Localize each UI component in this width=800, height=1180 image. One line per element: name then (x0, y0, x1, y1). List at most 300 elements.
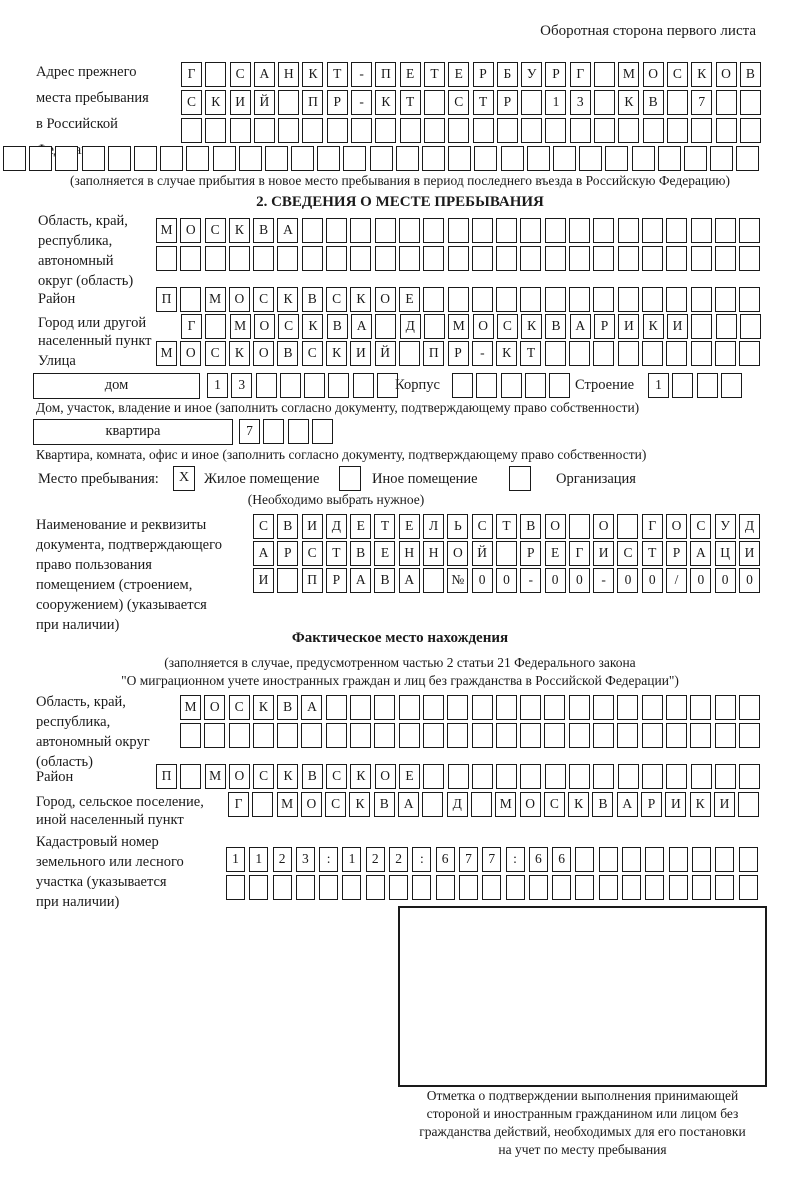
city-label-line2: населенный пункт (38, 333, 152, 349)
house-type-box: дом (33, 373, 200, 399)
char-box: К (326, 341, 347, 366)
char-box (739, 246, 760, 271)
char-box (632, 146, 655, 171)
char-box (423, 764, 444, 789)
char-box (317, 146, 340, 171)
document-label-line3: право пользования (36, 557, 152, 573)
char-box: Г (570, 62, 591, 87)
char-box (738, 792, 759, 817)
char-box: С (253, 287, 274, 312)
actual-district-label: Район (36, 769, 74, 785)
char-box (180, 246, 201, 271)
char-box: 0 (472, 568, 493, 593)
char-box: Р (641, 792, 662, 817)
char-box (375, 246, 396, 271)
prev-address-row-2 (181, 90, 761, 115)
char-box: С (302, 341, 323, 366)
char-box (350, 695, 371, 720)
actual-region-label-line3: автономный округ (36, 734, 150, 750)
section2-title: 2. СВЕДЕНИЯ О МЕСТЕ ПРЕБЫВАНИЯ (256, 194, 544, 210)
char-box (399, 218, 420, 243)
char-box (715, 287, 736, 312)
char-box (375, 118, 396, 143)
char-box (277, 568, 298, 593)
char-box (618, 218, 639, 243)
char-box: О (716, 62, 737, 87)
char-box (520, 218, 541, 243)
stay-type-label: Место пребывания: (38, 471, 159, 487)
char-box: Р (666, 541, 687, 566)
char-box: С (497, 314, 518, 339)
char-box: У (521, 62, 542, 87)
korpus-row (452, 373, 570, 398)
char-box (389, 875, 408, 900)
char-box (715, 218, 736, 243)
char-box: 0 (739, 568, 760, 593)
char-box (82, 146, 105, 171)
char-box: П (302, 90, 323, 115)
char-box: В (302, 287, 323, 312)
char-box (436, 875, 455, 900)
char-box: В (520, 514, 541, 539)
char-box (424, 314, 445, 339)
char-box (594, 90, 615, 115)
char-box: К (349, 792, 370, 817)
char-box: А (399, 568, 420, 593)
char-box (229, 723, 250, 748)
region-row-1 (156, 218, 760, 243)
char-box: О (520, 792, 541, 817)
city-label-line1: Город или другой (38, 315, 147, 331)
char-box (739, 218, 760, 243)
char-box (342, 875, 361, 900)
char-box: К (350, 764, 371, 789)
char-box: П (302, 568, 323, 593)
char-box: Л (423, 514, 444, 539)
char-box (525, 373, 546, 398)
char-box (302, 118, 323, 143)
char-box: И (714, 792, 735, 817)
char-box (605, 146, 628, 171)
korpus-label: Корпус (395, 377, 440, 393)
char-box (304, 373, 325, 398)
char-box: И (350, 341, 371, 366)
char-box (666, 287, 687, 312)
char-box (569, 695, 590, 720)
char-box (350, 218, 371, 243)
char-box: К (521, 314, 542, 339)
char-box (715, 695, 736, 720)
char-box: Н (423, 541, 444, 566)
char-box (230, 118, 251, 143)
char-box: 6 (436, 847, 455, 872)
char-box (716, 314, 737, 339)
char-box: И (230, 90, 251, 115)
cadastral-row-2 (226, 875, 758, 900)
char-box (412, 875, 431, 900)
char-box (642, 341, 663, 366)
char-box (545, 218, 566, 243)
char-box: Е (400, 62, 421, 87)
char-box (496, 287, 517, 312)
char-box: И (593, 541, 614, 566)
char-box: Е (374, 541, 395, 566)
char-box (593, 287, 614, 312)
char-box (472, 723, 493, 748)
char-box: Е (448, 62, 469, 87)
char-box: П (156, 764, 177, 789)
char-box (617, 695, 638, 720)
char-box (643, 118, 664, 143)
char-box (423, 723, 444, 748)
char-box: А (350, 568, 371, 593)
char-box (667, 90, 688, 115)
char-box (482, 875, 501, 900)
char-box: К (568, 792, 589, 817)
char-box: К (229, 218, 250, 243)
char-box (645, 875, 664, 900)
char-box: Р (326, 568, 347, 593)
char-box: В (350, 541, 371, 566)
char-box: О (593, 514, 614, 539)
char-box (55, 146, 78, 171)
char-box (658, 146, 681, 171)
char-box (29, 146, 52, 171)
prev-address-row-4 (3, 146, 759, 171)
char-box: П (423, 341, 444, 366)
char-box (715, 341, 736, 366)
char-box (496, 723, 517, 748)
char-box (326, 246, 347, 271)
char-box (476, 373, 497, 398)
char-box: О (204, 695, 225, 720)
char-box: 0 (642, 568, 663, 593)
cadastral-row-1 (226, 847, 758, 872)
char-box: Н (278, 62, 299, 87)
char-box (291, 146, 314, 171)
char-box (471, 792, 492, 817)
char-box (496, 218, 517, 243)
char-box: М (448, 314, 469, 339)
char-box: К (618, 90, 639, 115)
char-box (301, 723, 322, 748)
char-box (343, 146, 366, 171)
char-box (254, 118, 275, 143)
char-box (205, 118, 226, 143)
char-box (181, 118, 202, 143)
char-box (739, 723, 760, 748)
char-box (521, 90, 542, 115)
char-box (642, 723, 663, 748)
char-box: Г (181, 62, 202, 87)
char-box (226, 875, 245, 900)
char-box (692, 875, 711, 900)
char-box: С (205, 218, 226, 243)
char-box: К (302, 314, 323, 339)
char-box: М (495, 792, 516, 817)
char-box (666, 341, 687, 366)
char-box: К (375, 90, 396, 115)
char-box: С (667, 62, 688, 87)
char-box: 7 (482, 847, 501, 872)
char-box: Е (399, 287, 420, 312)
char-box: М (180, 695, 201, 720)
char-box (545, 287, 566, 312)
char-box: М (205, 764, 226, 789)
char-box: М (156, 341, 177, 366)
char-box (715, 847, 734, 872)
char-box (692, 847, 711, 872)
char-box: Е (399, 514, 420, 539)
char-box (691, 341, 712, 366)
stamp-caption-line1: Отметка о подтверждении выполнения принимающей (426, 1088, 739, 1103)
char-box: О (643, 62, 664, 87)
stamp-caption-line3: гражданства действий, необходимых для его постановки (419, 1124, 746, 1139)
char-box: Г (228, 792, 249, 817)
char-box: 1 (545, 90, 566, 115)
char-box: М (277, 792, 298, 817)
char-box: К (302, 62, 323, 87)
char-box (375, 218, 396, 243)
char-box (691, 218, 712, 243)
char-box (739, 764, 760, 789)
char-box (594, 118, 615, 143)
char-box (545, 118, 566, 143)
char-box: 0 (617, 568, 638, 593)
char-box (213, 146, 236, 171)
char-box (642, 287, 663, 312)
char-box: С (253, 764, 274, 789)
char-box (618, 764, 639, 789)
char-box (642, 695, 663, 720)
char-box (156, 246, 177, 271)
char-box: С (302, 541, 323, 566)
char-box (599, 847, 618, 872)
document-row-1 (253, 514, 760, 539)
cadastral-label-line4: при наличии) (36, 894, 120, 910)
char-box (618, 287, 639, 312)
char-box (180, 287, 201, 312)
char-box (496, 246, 517, 271)
char-box (501, 146, 524, 171)
char-box (448, 764, 469, 789)
char-box (593, 218, 614, 243)
char-box: С (326, 287, 347, 312)
char-box (691, 287, 712, 312)
prev-address-label-line3: в Российской (36, 116, 118, 132)
char-box (278, 118, 299, 143)
char-box: М (205, 287, 226, 312)
actual-region-row-1 (180, 695, 760, 720)
char-box: И (618, 314, 639, 339)
char-box (666, 695, 687, 720)
char-box (253, 723, 274, 748)
char-box: Т (374, 514, 395, 539)
char-box: 1 (342, 847, 361, 872)
char-box: О (473, 314, 494, 339)
char-box (296, 875, 315, 900)
char-box (205, 246, 226, 271)
document-label-line4: помещением (строением, (36, 577, 193, 593)
char-box (721, 373, 742, 398)
char-box: А (253, 541, 274, 566)
char-box (302, 218, 323, 243)
char-box: В (327, 314, 348, 339)
char-box (618, 246, 639, 271)
char-box (617, 514, 638, 539)
char-box: С (230, 62, 251, 87)
stay-type-option-other-premises: Иное помещение (372, 471, 478, 487)
char-box: С (326, 764, 347, 789)
char-box (496, 764, 517, 789)
stay-type-checkbox-residential: X (173, 466, 195, 491)
char-box (399, 246, 420, 271)
char-box: С (229, 695, 250, 720)
char-box (715, 246, 736, 271)
char-box (521, 118, 542, 143)
char-box: В (302, 764, 323, 789)
char-box: К (350, 287, 371, 312)
stay-type-checkbox-other-premises (339, 466, 361, 491)
char-box (253, 246, 274, 271)
char-box: Т (642, 541, 663, 566)
cadastral-label-line1: Кадастровый номер (36, 834, 159, 850)
char-box: Р (277, 541, 298, 566)
char-box (205, 314, 226, 339)
cadastral-label-line3: участка (указывается (36, 874, 167, 890)
char-box: О (545, 514, 566, 539)
char-box: - (520, 568, 541, 593)
actual-location-subtitle-line2: "О миграционном учете иностранных граждан и лиц без гражданства в Российской Федерации") (121, 673, 679, 688)
char-box (501, 373, 522, 398)
char-box: И (665, 792, 686, 817)
actual-region-row-2 (180, 723, 760, 748)
char-box (642, 246, 663, 271)
char-box: С (472, 514, 493, 539)
char-box (622, 875, 641, 900)
char-box: 1 (226, 847, 245, 872)
char-box (472, 287, 493, 312)
char-box: Р (520, 541, 541, 566)
char-box (256, 373, 277, 398)
char-box: К (277, 764, 298, 789)
char-box: А (570, 314, 591, 339)
char-box (186, 146, 209, 171)
char-box: 6 (552, 847, 571, 872)
char-box (474, 146, 497, 171)
char-box: А (398, 792, 419, 817)
char-box (423, 246, 444, 271)
char-box (691, 764, 712, 789)
char-box: 3 (296, 847, 315, 872)
char-box (423, 218, 444, 243)
char-box: О (447, 541, 468, 566)
char-box (448, 218, 469, 243)
prev-address-label-line1: Адрес прежнего (36, 64, 137, 80)
char-box: А (254, 62, 275, 87)
char-box (569, 341, 590, 366)
char-box (423, 695, 444, 720)
char-box: Д (326, 514, 347, 539)
char-box (569, 246, 590, 271)
char-box (593, 246, 614, 271)
char-box: Р (594, 314, 615, 339)
stay-type-option-organization: Организация (556, 471, 636, 487)
char-box (618, 341, 639, 366)
stamp-caption-line4: на учет по месту пребывания (498, 1142, 667, 1157)
registration-stamp-box (398, 906, 767, 1087)
char-box (497, 118, 518, 143)
stamp-caption (375, 1087, 790, 1159)
char-box: Д (400, 314, 421, 339)
char-box: Д (739, 514, 760, 539)
char-box (472, 764, 493, 789)
document-label-line2: документа, подтверждающего (36, 537, 222, 553)
char-box (252, 792, 273, 817)
char-box (520, 287, 541, 312)
char-box (447, 723, 468, 748)
char-box (520, 695, 541, 720)
char-box (448, 287, 469, 312)
char-box (622, 847, 641, 872)
char-box (180, 764, 201, 789)
char-box: Е (399, 764, 420, 789)
char-box (520, 246, 541, 271)
char-box (645, 847, 664, 872)
actual-city-label-line2: иной населенный пункт (36, 812, 184, 828)
char-box: Т (496, 514, 517, 539)
char-box: К (496, 341, 517, 366)
char-box (424, 118, 445, 143)
document-row-3 (253, 568, 760, 593)
char-box (570, 118, 591, 143)
char-box: Б (497, 62, 518, 87)
char-box (549, 373, 570, 398)
char-box (160, 146, 183, 171)
char-box (447, 695, 468, 720)
char-box (666, 218, 687, 243)
char-box: К (277, 287, 298, 312)
char-box: Р (473, 62, 494, 87)
char-box: С (181, 90, 202, 115)
char-box (396, 146, 419, 171)
char-box (593, 723, 614, 748)
char-box: К (253, 695, 274, 720)
char-box (312, 419, 333, 444)
char-box: Т (424, 62, 445, 87)
char-box (134, 146, 157, 171)
char-box: № (447, 568, 468, 593)
char-box (399, 723, 420, 748)
char-box (273, 875, 292, 900)
char-box (496, 695, 517, 720)
char-box: Н (399, 541, 420, 566)
char-box (594, 62, 615, 87)
char-box (205, 62, 226, 87)
street-label: Улица (38, 353, 76, 369)
char-box: С (278, 314, 299, 339)
char-box (552, 875, 571, 900)
char-box (618, 118, 639, 143)
char-box (204, 723, 225, 748)
char-box (280, 373, 301, 398)
char-box (666, 764, 687, 789)
char-box (666, 723, 687, 748)
char-box: О (229, 764, 250, 789)
char-box (263, 419, 284, 444)
char-box (459, 875, 478, 900)
char-box (569, 514, 590, 539)
